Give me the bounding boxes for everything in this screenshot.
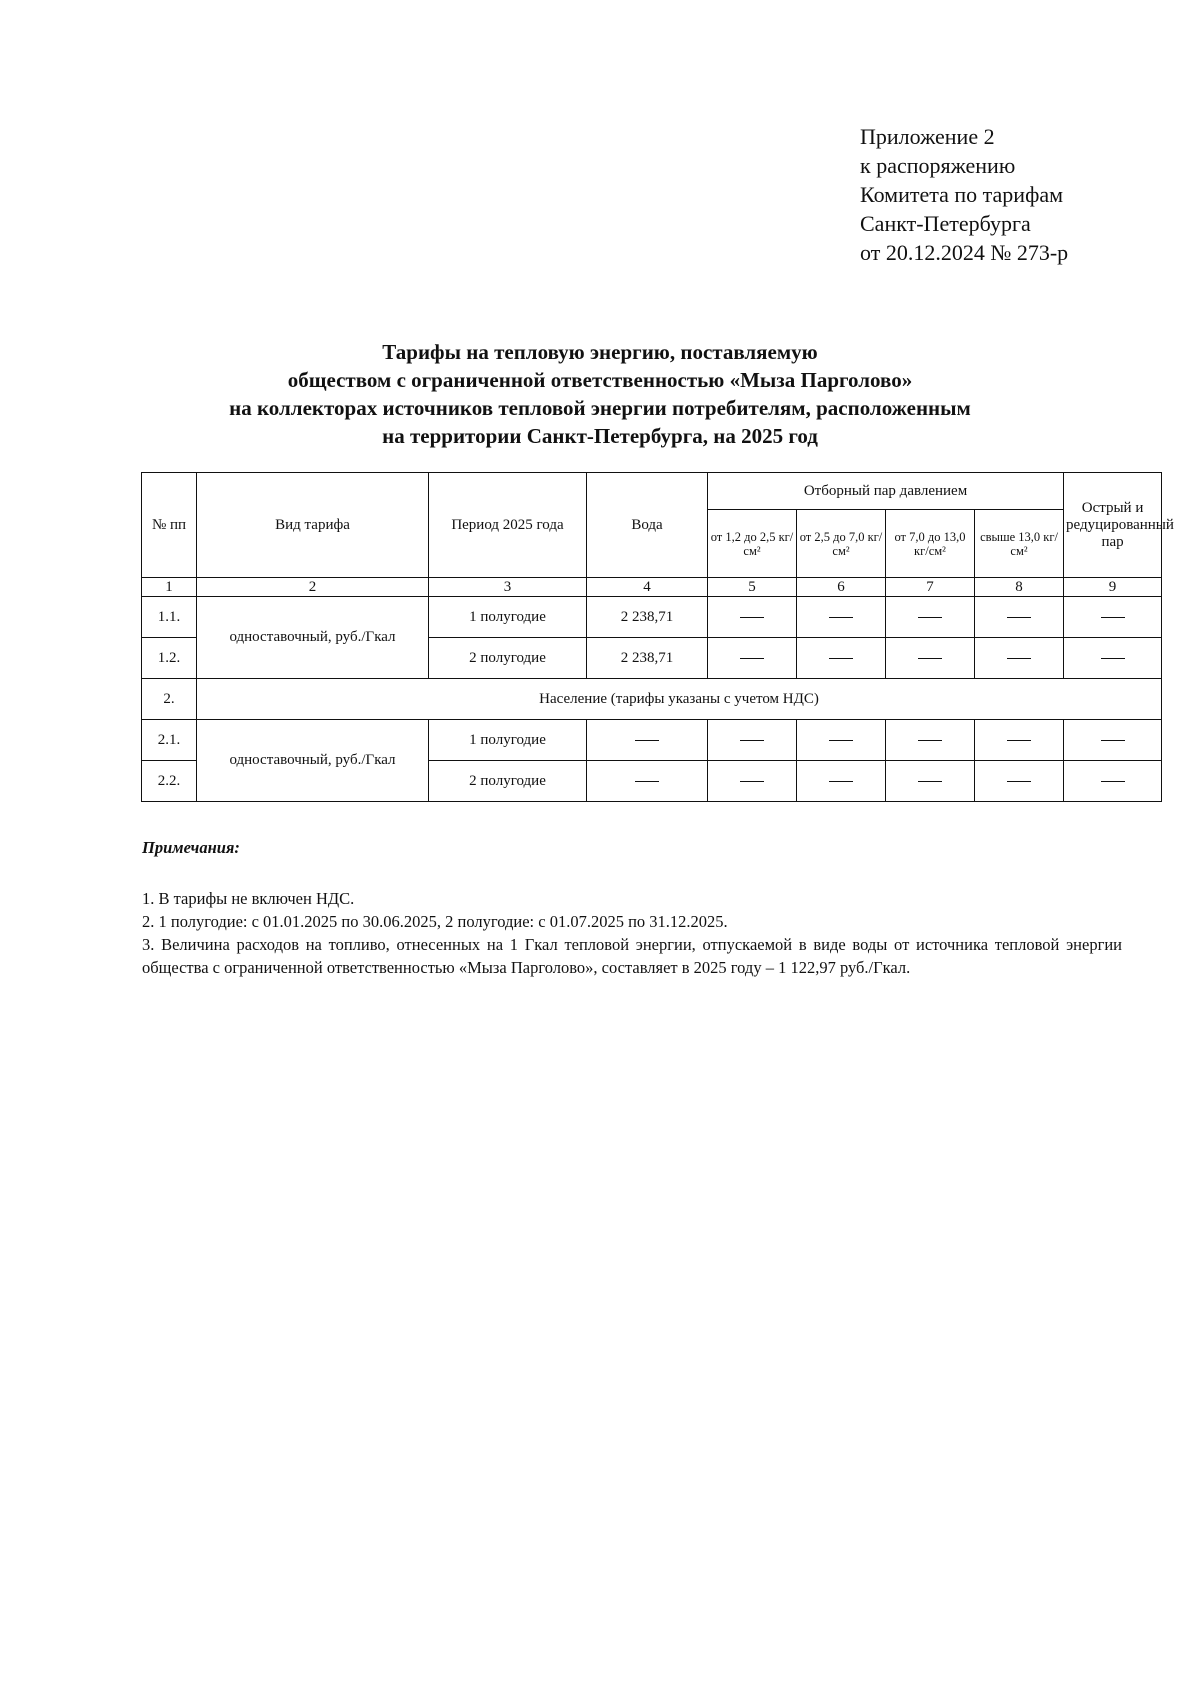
- dash-cell: [708, 761, 797, 802]
- dash-cell: [797, 597, 886, 638]
- note-item: 3. Величина расходов на топливо, отнесенных на 1 Гкал тепловой энергии, отпускаемой в виде воды от источника тепловой энергии общества с ограниченной ответственностью «Мыза Парголово», составляет в 2025 году – 1 122,97 руб./Гкал.: [142, 935, 1122, 977]
- dash-cell: [587, 761, 708, 802]
- note-item: 2. 1 полугодие: с 01.01.2025 по 30.06.2025, 2 полугодие: с 01.07.2025 по 31.12.2025.: [142, 912, 728, 931]
- dash-cell: [797, 720, 886, 761]
- appendix-line: к распоряжению: [860, 153, 1016, 178]
- col-number: 6: [797, 578, 886, 597]
- col-number: 1: [142, 578, 197, 597]
- header-sharp-steam: Острый и редуцированный пар: [1064, 473, 1162, 578]
- header-steam-group: Отборный пар давлением: [708, 473, 1064, 510]
- dash-mark: [829, 617, 853, 618]
- title-line: на коллекторах источников тепловой энергии потребителям, расположенным: [229, 396, 971, 420]
- appendix-line: Приложение 2: [860, 124, 995, 149]
- header-steam-2: от 2,5 до 7,0 кг/см²: [797, 510, 886, 578]
- document-title: [140, 338, 1060, 450]
- dash-mark: [1101, 658, 1125, 659]
- note-item: 1. В тарифы не включен НДС.: [142, 889, 355, 908]
- dash-mark: [918, 781, 942, 782]
- dash-cell: [708, 720, 797, 761]
- appendix-line: от 20.12.2024 № 273-р: [860, 240, 1069, 265]
- dash-mark: [1007, 740, 1031, 741]
- appendix-header: [860, 122, 1068, 267]
- dash-mark: [829, 658, 853, 659]
- water-value: 2 238,71: [587, 597, 708, 638]
- row-period: 2 полугодие: [429, 761, 587, 802]
- dash-mark: [635, 740, 659, 741]
- row-period: 1 полугодие: [429, 597, 587, 638]
- dash-cell: [708, 597, 797, 638]
- dash-cell: [886, 638, 975, 679]
- row-num: 1.1.: [142, 597, 197, 638]
- dash-mark: [740, 740, 764, 741]
- dash-cell: [886, 761, 975, 802]
- dash-mark: [918, 658, 942, 659]
- dash-mark: [829, 781, 853, 782]
- dash-cell: [886, 720, 975, 761]
- tariff-type: одноставочный, руб./Гкал: [197, 720, 429, 802]
- dash-cell: [587, 720, 708, 761]
- dash-mark: [1007, 781, 1031, 782]
- col-number: 4: [587, 578, 708, 597]
- dash-cell: [797, 761, 886, 802]
- col-number: 8: [975, 578, 1064, 597]
- row-num: 2.2.: [142, 761, 197, 802]
- dash-mark: [740, 617, 764, 618]
- dash-cell: [975, 638, 1064, 679]
- notes-section: [142, 836, 1122, 979]
- dash-mark: [635, 781, 659, 782]
- appendix-line: Санкт-Петербурга: [860, 211, 1031, 236]
- dash-cell: [975, 761, 1064, 802]
- table-row: [142, 597, 1162, 638]
- dash-cell: [708, 638, 797, 679]
- col-number: 5: [708, 578, 797, 597]
- header-num: № пп: [142, 473, 197, 578]
- tariff-table: [141, 472, 1174, 802]
- table-row: [142, 720, 1162, 761]
- title-line: Тарифы на тепловую энергию, поставляемую: [382, 340, 818, 364]
- section-label: Население (тарифы указаны с учетом НДС): [197, 679, 1162, 720]
- dash-mark: [1007, 617, 1031, 618]
- water-value: 2 238,71: [587, 638, 708, 679]
- dash-cell: [975, 597, 1064, 638]
- dash-cell: [797, 638, 886, 679]
- dash-cell: [886, 597, 975, 638]
- dash-mark: [829, 740, 853, 741]
- header-steam-3: от 7,0 до 13,0 кг/см²: [886, 510, 975, 578]
- dash-cell: [1064, 597, 1162, 638]
- row-period: 1 полугодие: [429, 720, 587, 761]
- col-number: 9: [1064, 578, 1162, 597]
- dash-mark: [740, 781, 764, 782]
- appendix-line: Комитета по тарифам: [860, 182, 1064, 207]
- notes-heading: Примечания:: [142, 838, 240, 857]
- section-num: 2.: [142, 679, 197, 720]
- row-period: 2 полугодие: [429, 638, 587, 679]
- col-number: 7: [886, 578, 975, 597]
- row-num: 2.1.: [142, 720, 197, 761]
- header-tariff-type: Вид тарифа: [197, 473, 429, 578]
- header-steam-4: свыше 13,0 кг/см²: [975, 510, 1064, 578]
- dash-cell: [1064, 761, 1162, 802]
- dash-mark: [1101, 781, 1125, 782]
- header-steam-1: от 1,2 до 2,5 кг/см²: [708, 510, 797, 578]
- dash-mark: [918, 740, 942, 741]
- header-period: Период 2025 года: [429, 473, 587, 578]
- dash-cell: [1064, 720, 1162, 761]
- title-line: на территории Санкт-Петербурга, на 2025 год: [382, 424, 818, 448]
- dash-mark: [1007, 658, 1031, 659]
- col-number: 2: [197, 578, 429, 597]
- dash-mark: [1101, 617, 1125, 618]
- row-num: 1.2.: [142, 638, 197, 679]
- dash-mark: [1101, 740, 1125, 741]
- column-number-row: [142, 578, 1162, 597]
- dash-mark: [740, 658, 764, 659]
- tariff-type: одноставочный, руб./Гкал: [197, 597, 429, 679]
- dash-cell: [975, 720, 1064, 761]
- col-number: 3: [429, 578, 587, 597]
- header-water: Вода: [587, 473, 708, 578]
- dash-mark: [918, 617, 942, 618]
- section-row: [142, 679, 1162, 720]
- title-line: обществом с ограниченной ответственностью «Мыза Парголово»: [287, 368, 913, 392]
- dash-cell: [1064, 638, 1162, 679]
